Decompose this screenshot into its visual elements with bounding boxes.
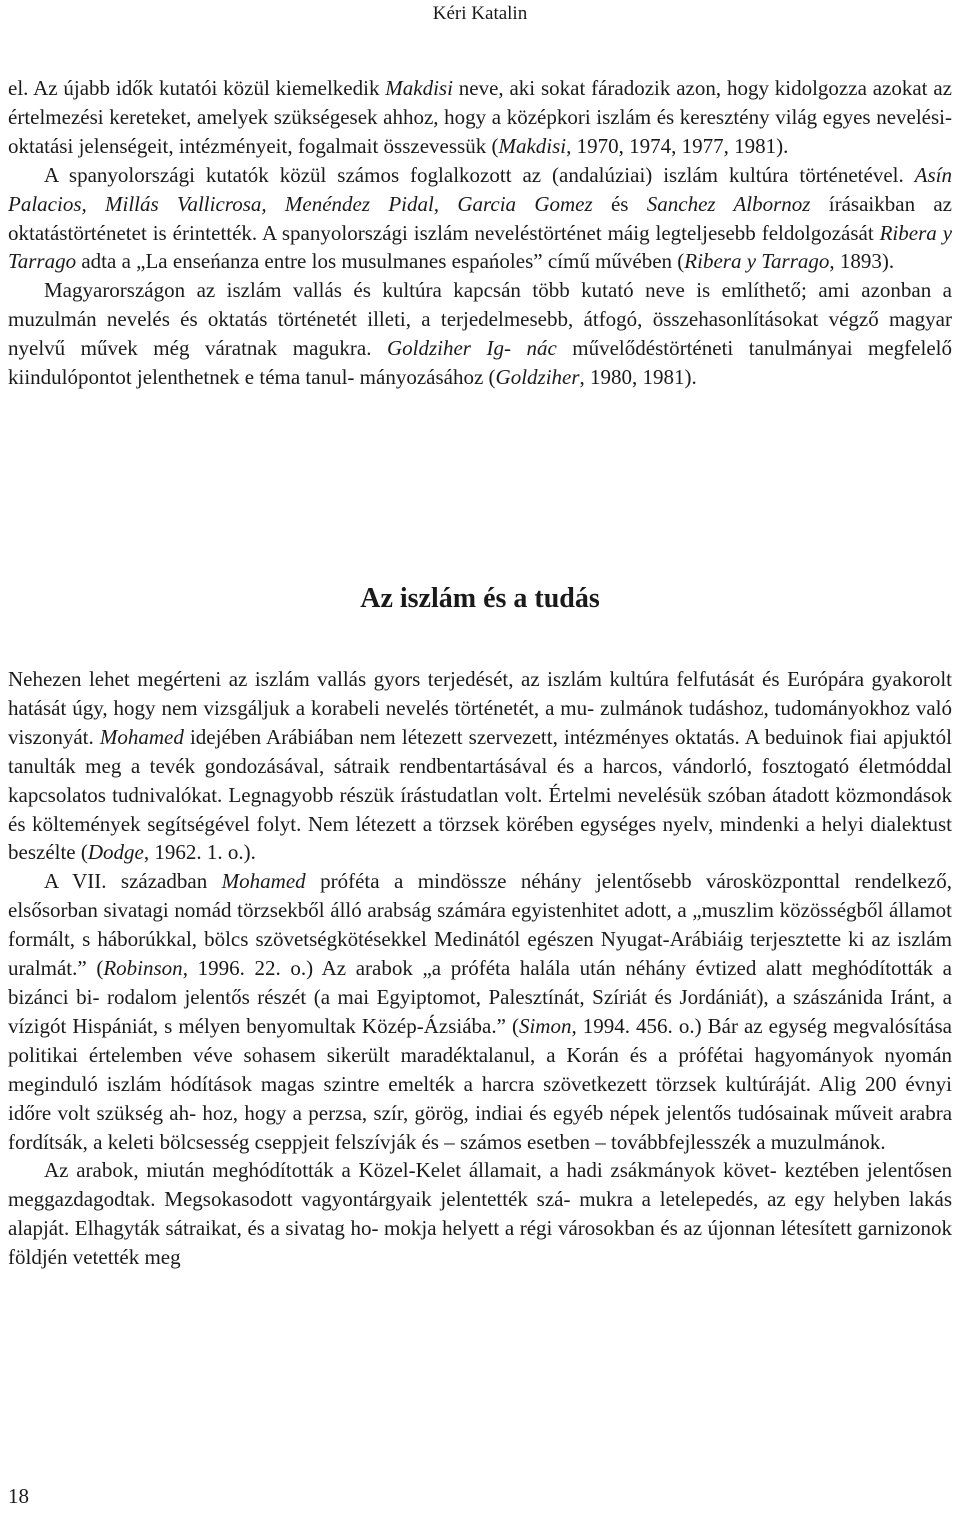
text-run: , 1962. 1. o.).	[143, 840, 256, 865]
text-run: mányozásához (	[359, 365, 496, 390]
italic-text: Makdisi,	[498, 133, 572, 158]
text-run: rendelkező, elsősorban sivatagi nomád törzsekből álló arabság számára egyistenhitet	[8, 869, 952, 923]
text-run: egységes nyelv, mindenki a helyi dialektust beszélte (	[8, 811, 953, 865]
italic-text: Ribera y Tarrago	[8, 220, 953, 274]
text-run: , 1994. 456. o.)	[571, 1013, 702, 1038]
text-run: mokja helyett a régi városokban és az újonnan létesített garnizonok földjén vetették meg	[8, 1216, 953, 1270]
text-run: Iránt, a vízigót Hispániát, s mélyen benyomultak Közép-Ázsiába.” (	[8, 984, 953, 1038]
text-run: Az arabok, miután meghódították a Közel-Kelet államait, a hadi zsákmányok követ-	[44, 1158, 777, 1183]
section-body	[8, 665, 952, 1272]
italic-text: Goldziher Ig-	[386, 336, 511, 361]
paragraph	[8, 161, 952, 277]
section-heading: Az iszlám és a tudás	[360, 583, 600, 614]
text-run: középkori iszlám és keresztény világ egyes nevelési-oktatási jelenségeit, intézményeit,	[8, 104, 953, 158]
page-number: 18	[8, 1484, 29, 1508]
text-run: ami azonban a muzulmán nevelés és oktatás történetét illeti, a terjedelmesebb, átfogó,	[8, 278, 953, 332]
text-run: próféta a mindössze néhány jelentősebb városközponttal	[305, 869, 841, 894]
text-run: hoz, hogy a perzsa, szír, görög, indiai és egyéb népek jelentős tudósainak műveit arabra	[202, 1100, 953, 1125]
text-run: adta a „La enseńanza	[76, 249, 260, 274]
text-run: fordítsák, a keleti bölcsesség cseppjeit felszívják és – számos esetben – továbbfejlesszék	[8, 1129, 751, 1154]
text-run: entre los musulmanes espańoles” című művében (	[264, 249, 685, 274]
text-run: , 1996.	[182, 956, 245, 981]
text-run: a muzulmánok.	[756, 1129, 886, 1154]
italic-text: Sanchez Albornoz	[646, 191, 811, 216]
text-run: fogalmait összevessük (	[297, 133, 499, 158]
text-run: keztében jelentősen meggazdagodtak. Megsokasodott vagyontárgyaik jelentették szá-	[8, 1158, 952, 1212]
text-run: Magyarországon az iszlám vallás és kultúra kapcsán több kutató neve is említhető;	[44, 278, 807, 303]
text-run: rodalom jelentős részét (a mai Egyiptomot, Palesztínát, Szíriát és Jordániát), a szászánida	[106, 984, 883, 1009]
text-run: el. Az újabb idők kutatói közül kiemelkedik	[8, 76, 386, 100]
paragraph	[8, 276, 952, 392]
text-run: átadott közmondások és költemények segítségével folyt. Nem létezett a törzsek körében	[8, 782, 952, 836]
text-run: A spanyolországi kutatók közül számos foglalkozott az (andalúziai) iszlám kultúra	[44, 162, 789, 187]
italic-text: Robinson	[103, 956, 183, 981]
italic-text: Ribera y Tarrago	[684, 249, 830, 274]
text-run: 22. o.) Az arabok „a próféta halála után néhány évtized alatt meghódították a bizánci bi-	[8, 956, 953, 1009]
italic-text: Mohamed	[99, 724, 184, 749]
text-run: gondozásával, sátraik rendbentartásával és a harcos, vándorló, fosztogató életmóddal	[204, 753, 952, 778]
text-run: mukra a letelepedés, az egy helyben lakás alapját. Elhagyták sátraikat, és a sivatag ho-	[8, 1187, 952, 1241]
text-run: neveléstörténet máig legteljesebb feldolgozását	[474, 220, 880, 245]
text-run: a Korán és a prófétai hagyományok nyomán meginduló iszlám hódítások magas szintre	[8, 1042, 953, 1096]
paragraph	[8, 74, 952, 161]
text-run: , 1893).	[829, 249, 895, 274]
text-run: 1970, 1974, 1977, 1981).	[571, 133, 789, 158]
paragraph	[8, 867, 952, 1156]
italic-text: Dodge	[87, 840, 144, 865]
text-run: kapcsolatos tudnivalókat. Legnagyobb részük írástudatlan volt. Értelmi nevelésük szóban	[8, 782, 766, 807]
italic-text: Mohamed	[221, 869, 306, 894]
text-run: művelődéstörténeti tanulmányai megfelelő kiindulópontot jelenthetnek e téma tanul-	[8, 336, 952, 390]
text-run: zulmánok tudáshoz, tudományokhoz való viszonyát.	[8, 695, 952, 749]
text-run: Nehezen lehet megérteni az iszlám vallás gyors terjedését, az iszlám kultúra felfutását és	[8, 667, 780, 691]
italic-text: Makdisi	[385, 76, 453, 100]
text-run: A VII. században	[44, 869, 222, 894]
text-run: emelték a harcra szövetkezett törzsek kultúráját. Alig 200 évnyi időre volt szükség ah-	[8, 1071, 952, 1125]
italic-text: Simon	[518, 1013, 572, 1038]
text-run: és	[592, 191, 629, 216]
text-run: történetével.	[799, 162, 915, 187]
running-head: Kéri Katalin	[432, 3, 528, 24]
paragraph	[8, 1156, 952, 1272]
text-run: hogy kidolgozza azokat az értelmezési kereteket, amelyek szükségesek ahhoz, hogy a	[8, 76, 952, 129]
italic-text: Goldziher	[495, 365, 580, 390]
text-run: Európára gyakorolt hatását úgy, hogy nem vizsgáljuk a korabeli nevelés történetét, a mu-	[8, 667, 952, 720]
text-run: idejében Arábiában nem	[183, 724, 396, 749]
text-run: összehasonlításokat végző magyar nyelvű művek még váratnak magukra.	[8, 307, 952, 361]
section-intro	[8, 74, 952, 392]
text-run: írásaikban az oktatástörténetet is érintették. A spanyolországi iszlám	[8, 191, 952, 245]
italic-text: Asín Palacios, Millás Vallicrosa, Menéndez Pidal, Garcia Gomez	[8, 162, 952, 216]
text-run: Medinától egészen Nyugat-Arábiáig terjesztette ki az iszlám uralmát.” (	[8, 927, 953, 981]
text-run: neve, aki sokat fáradozik azon,	[452, 76, 722, 100]
text-run: adott, a „muszlim közösségből államot formált, s háborúkkal, bölcs szövetségkötésekkel	[8, 898, 952, 952]
italic-text: nác	[526, 336, 557, 361]
text-run: létezett szervezett, intézményes oktatás. A beduinok fiai apjuktól tanulták meg a tevék	[8, 724, 953, 778]
text-run: Bár az egység megvalósítása politikai értelemben véve sohasem sikerült maradéktalanul,	[8, 1013, 952, 1067]
text-run: , 1980, 1981).	[579, 365, 697, 390]
paragraph	[8, 665, 952, 867]
